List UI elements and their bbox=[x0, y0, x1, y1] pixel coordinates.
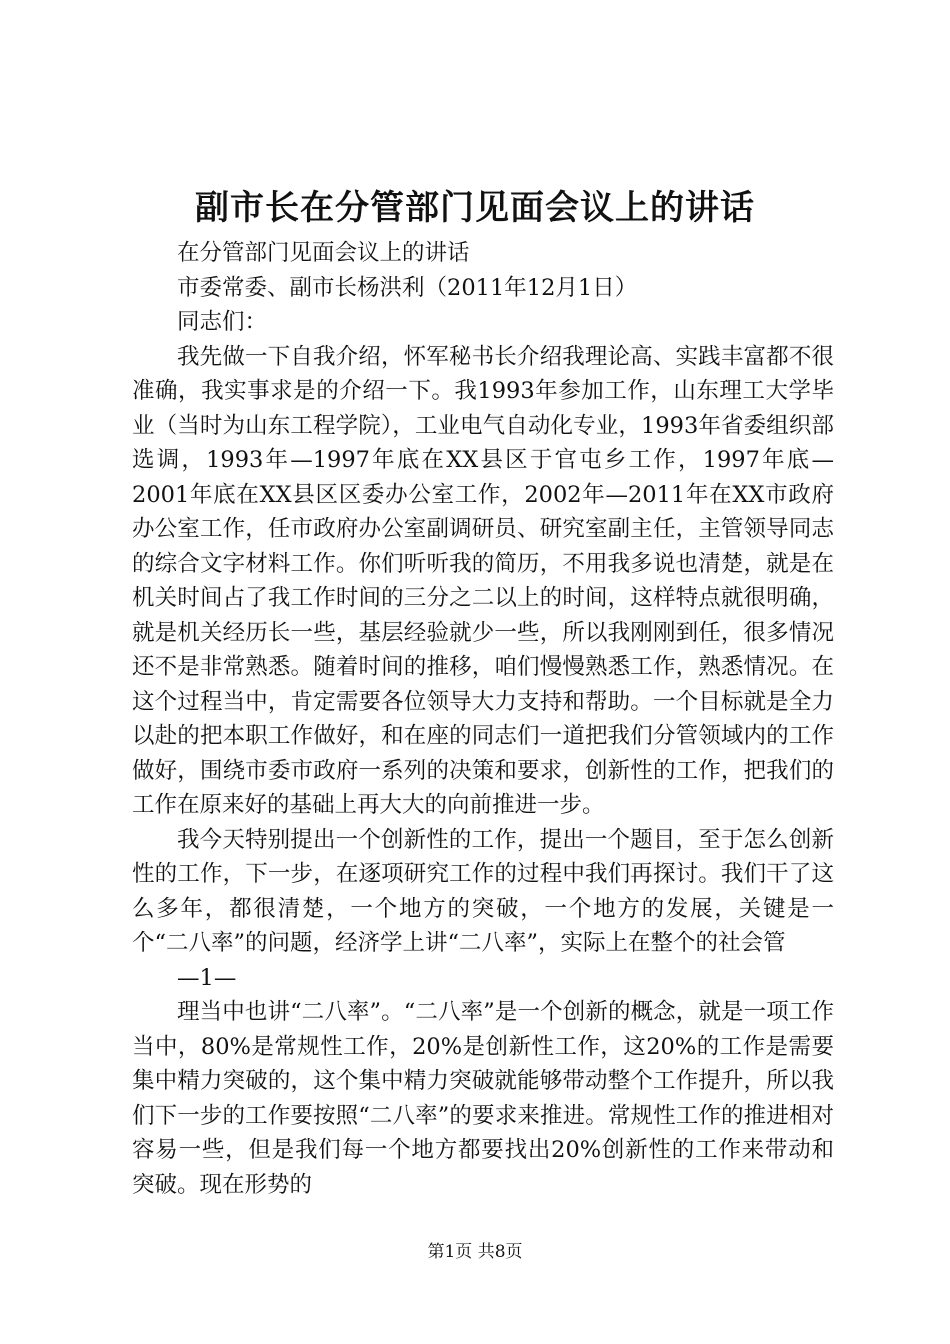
salutation: 同志们： bbox=[177, 309, 268, 335]
body-paragraph: 我先做一下自我介绍，怀军秘书长介绍我理论高、实践丰富都不很准确，我实事求是的介绍一下。我1993年参加工作，山东理工大学毕业（当时为山东工程学院），工业电气自动化专业，1993年省委组织部选调，1993年—1997年底在XX县区于官屯乡工作，1997年底—2001年底在XX县区区委办公室工作，2002年—2011年在XX市政府办公室工作，任市政府办公室副调研员、研究室副主任，主管领导同志的综合文字材料工作。你们听听我的简历，不用我多说也清楚，就是在机关时间占了我工作时间的三分之二以上的时间，这样特点就很明确，就是机关经历长一些，基层经验就少一些，所以我刚刚到任，很多情况还不是非常熟悉。随着时间的推移，咱们慢慢熟悉工作，熟悉情况。在这个过程当中，肯定需要各位领导大力支持和帮助。一个目标就是全力以赴的把本职工作做好，和在座的同志们一道把我们分管领域内的工作做好，围绕市委市政府一系列的决策和要求，创新性的工作，把我们的工作在原来好的基础上再大大的向前推进一步。 bbox=[132, 343, 834, 818]
document-body bbox=[132, 236, 834, 1202]
body-paragraph: 理当中也讲“二八率”。“二八率”是一个创新的概念，就是一项工作当中，80%是常规性工作，20%是创新性工作，这20%的工作是需要集中精力突破的，这个集中精力突破就能够带动整个工作提升，所以我们下一步的工作要按照“二八率”的要求来推进。常规性工作的推进相对容易一些，但是我们每一个地方都要找出20%创新性的工作来带动和突破。现在形势的 bbox=[132, 999, 834, 1198]
page-indicator: 第1页 共8页 bbox=[427, 1242, 523, 1262]
document-subtitle: 在分管部门见面会议上的讲话 bbox=[177, 240, 470, 266]
document-title: 副市长在分管部门见面会议上的讲话 bbox=[195, 188, 755, 228]
speaker-line: 市委常委、副市长杨洪利（2011年12月1日） bbox=[177, 274, 638, 301]
inline-page-number: —1— bbox=[177, 964, 237, 991]
body-paragraph: 我今天特别提出一个创新性的工作，提出一个题目，至于怎么创新性的工作，下一步，在逐项研究工作的过程中我们再探讨。我们干了这么多年，都很清楚，一个地方的突破，一个地方的发展，关键是一个“二八率”的问题，经济学上讲“二八率”，实际上在整个的社会管 bbox=[132, 826, 834, 956]
